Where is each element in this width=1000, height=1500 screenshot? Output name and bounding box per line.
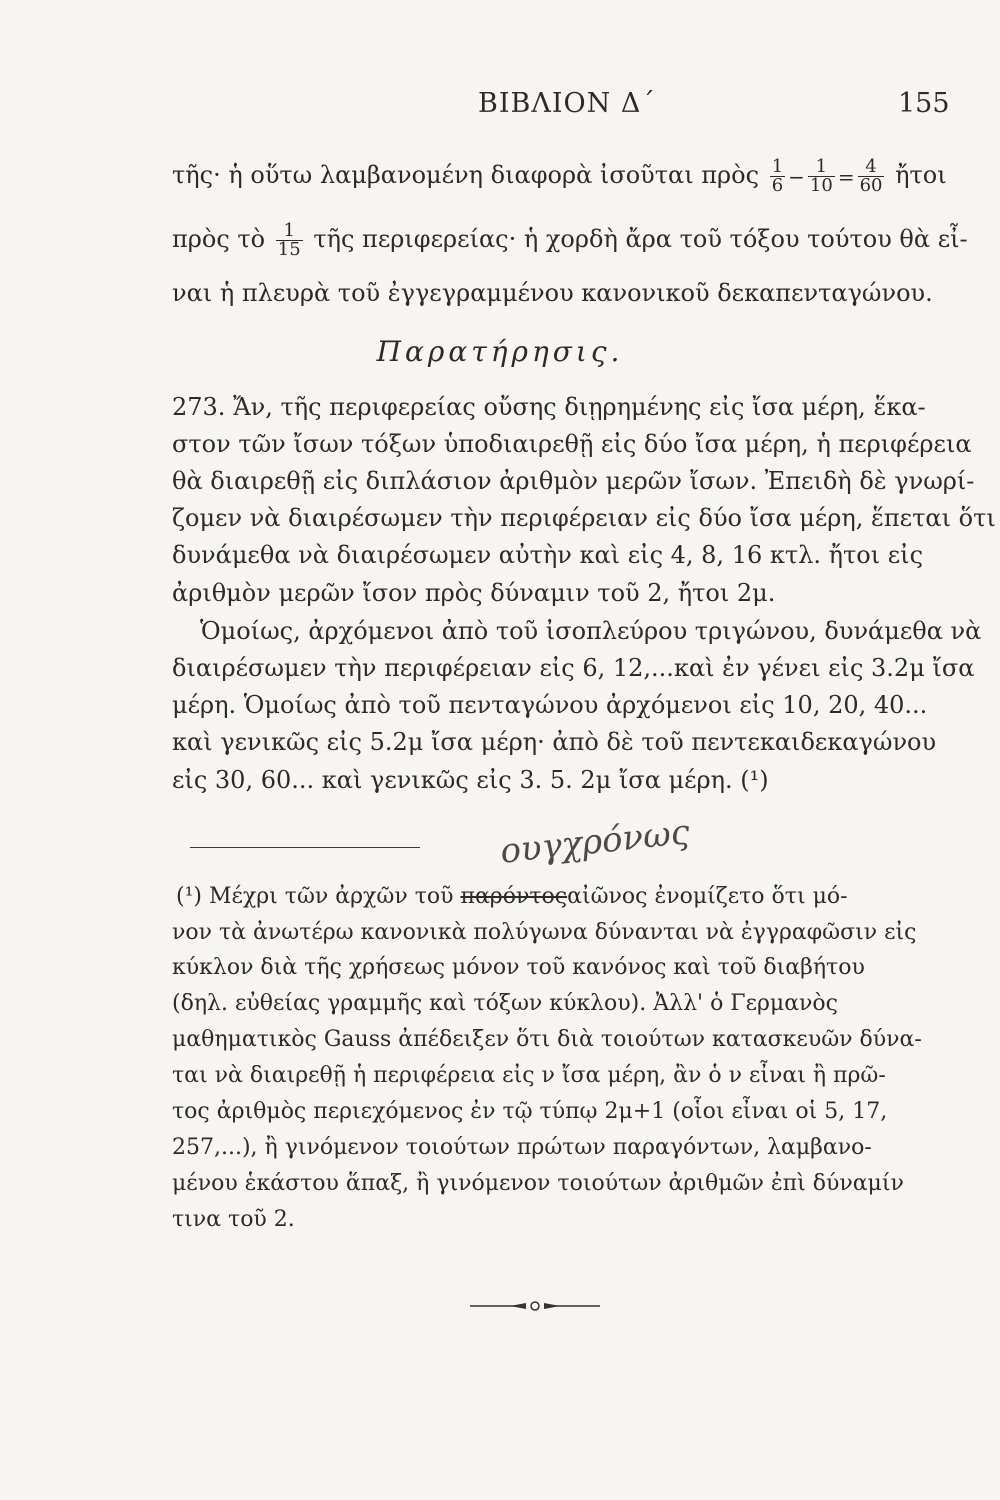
numerator: 4: [858, 158, 885, 177]
footnote-line: [176, 884, 966, 910]
text-span: τῆς περιφερείας· ἡ χορδὴ ἄρα τοῦ τόξου τούτου θὰ εἶ-: [313, 225, 968, 253]
paragraph2-line: δυνάμεθα νὰ διαιρέσωμεν αὐτὴν καὶ εἰς 4, 8, 16 κτλ. ἤτοι εἰς: [172, 541, 924, 569]
footnote-line: τος ἀριθμὸς περιεχόμενος ἐν τῷ τύπῳ 2μ+1 (οἷοι εἶναι οἱ 5, 17,: [172, 1099, 888, 1124]
fraction-1-6: [770, 158, 785, 195]
text-span: (¹) Μέχρι τῶν ἀρχῶν τοῦ: [176, 884, 454, 909]
fraction-1-15: [276, 222, 303, 259]
footnote-line: ται νὰ διαιρεθῇ ἡ περιφέρεια εἰς ν ἴσα μέρη, ἂν ὁ ν εἶναι ἢ πρῶ-: [172, 1063, 886, 1088]
footnote-line: μαθηματικὸς Gauss ἀπέδειξεν ὅτι διὰ τοιούτων κατασκευῶν δύνα-: [172, 1027, 922, 1052]
text-span: αἰῶνος ἐνομίζετο ὅτι μό-: [567, 884, 848, 909]
numerator: 1: [771, 156, 784, 177]
paragraph1-line3: ναι ἡ πλευρὰ τοῦ ἐγγεγραμμένου κανονικοῦ δεκαπενταγώνου.: [172, 279, 933, 307]
paragraph2-line: θὰ διαιρεθῇ εἰς διπλάσιον ἀριθμὸν μερῶν ἴσων. Ἐπειδὴ δὲ γνωρί-: [172, 467, 975, 495]
paragraph2-line: Ὁμοίως, ἀρχόμενοι ἀπὸ τοῦ ἰσοπλεύρου τριγώνου, δυνάμεθα νὰ: [200, 617, 982, 645]
paragraph2-line: 273. Ἄν, τῆς περιφερείας οὔσης διῃρημένης εἰς ἴσα μέρη, ἕκα-: [172, 393, 926, 421]
text-span: ἤτοι: [895, 161, 947, 189]
footnote-line: μένου ἑκάστου ἅπαξ, ἢ γινόμενον τοιούτων ἀριθμῶν ἐπὶ δύναμίν: [172, 1171, 904, 1196]
denominator: 15: [277, 239, 301, 260]
footnote-line: τινα τοῦ 2.: [172, 1207, 295, 1232]
numerator: 1: [808, 158, 835, 177]
page-number: 155: [898, 88, 950, 119]
handwritten-annotation: ουγχρόνως: [498, 812, 692, 872]
text-span: τῆς· ἡ οὕτω λαμβανομένη διαφορὰ ἰσοῦται πρὸς: [172, 161, 760, 189]
paragraph2-line: στον τῶν ἴσων τόξων ὑποδιαιρεθῇ εἰς δύο ἴσα μέρη, ἡ περιφέρεια: [172, 430, 972, 458]
section-heading: Παρατήρησις.: [376, 335, 624, 368]
fraction-4-60: [858, 158, 885, 195]
footnote-line: 257,...), ἢ γινόμενον τοιούτων πρώτων παραγόντων, λαμβανο-: [172, 1135, 872, 1160]
paragraph2-line: εἰς 30, 60... καὶ γενικῶς εἰς 3. 5. 2μ ἴσα μέρη. (¹): [172, 766, 769, 794]
running-head: ΒΙΒΛΙΟΝ Δ΄: [478, 88, 656, 119]
denominator: 6: [771, 175, 784, 196]
denominator: 60: [859, 175, 883, 196]
paragraph2-line: μέρη. Ὁμοίως ἀπὸ τοῦ πενταγώνου ἀρχόμενοι εἰς 10, 20, 40...: [172, 691, 928, 719]
minus-sign: −: [788, 164, 805, 189]
ornament-divider-icon: [470, 1298, 600, 1314]
equals-sign: =: [837, 164, 855, 189]
footnote-line: (δηλ. εὐθείας γραμμῆς καὶ τόξων κύκλου). Ἀλλ' ὁ Γερμανὸς: [172, 991, 838, 1016]
footnote-divider: [190, 847, 420, 848]
paragraph2-line: διαιρέσωμεν τὴν περιφέρειαν εἰς 6, 12,...καὶ ἐν γένει εἰς 3.2μ ἴσα: [172, 654, 975, 682]
paragraph1-line2: [172, 220, 968, 260]
denominator: 10: [809, 175, 833, 196]
numerator: 1: [276, 222, 303, 241]
text-span: πρὸς τὸ: [172, 225, 266, 253]
struck-word: παρόντος: [460, 884, 568, 909]
footnote-line: νον τὰ ἀνωτέρω κανονικὰ πολύγωνα δύνανται νὰ ἐγγραφῶσιν εἰς: [172, 920, 917, 945]
footnote-line: κύκλον διὰ τῆς χρήσεως μόνον τοῦ κανόνος καὶ τοῦ διαβήτου: [172, 955, 865, 980]
paragraph1-line1: [172, 158, 962, 195]
paragraph2-line: καὶ γενικῶς εἰς 5.2μ ἴσα μέρη· ἀπὸ δὲ τοῦ πεντεκαιδεκαγώνου: [172, 728, 937, 756]
paragraph2-line: ζομεν νὰ διαιρέσωμεν τὴν περιφέρειαν εἰς δύο ἴσα μέρη, ἕπεται ὅτι: [172, 504, 996, 532]
fraction-1-10: [808, 158, 835, 195]
paragraph2-line: ἀριθμὸν μερῶν ἴσον πρὸς δύναμιν τοῦ 2, ἤτοι 2μ.: [172, 579, 776, 607]
